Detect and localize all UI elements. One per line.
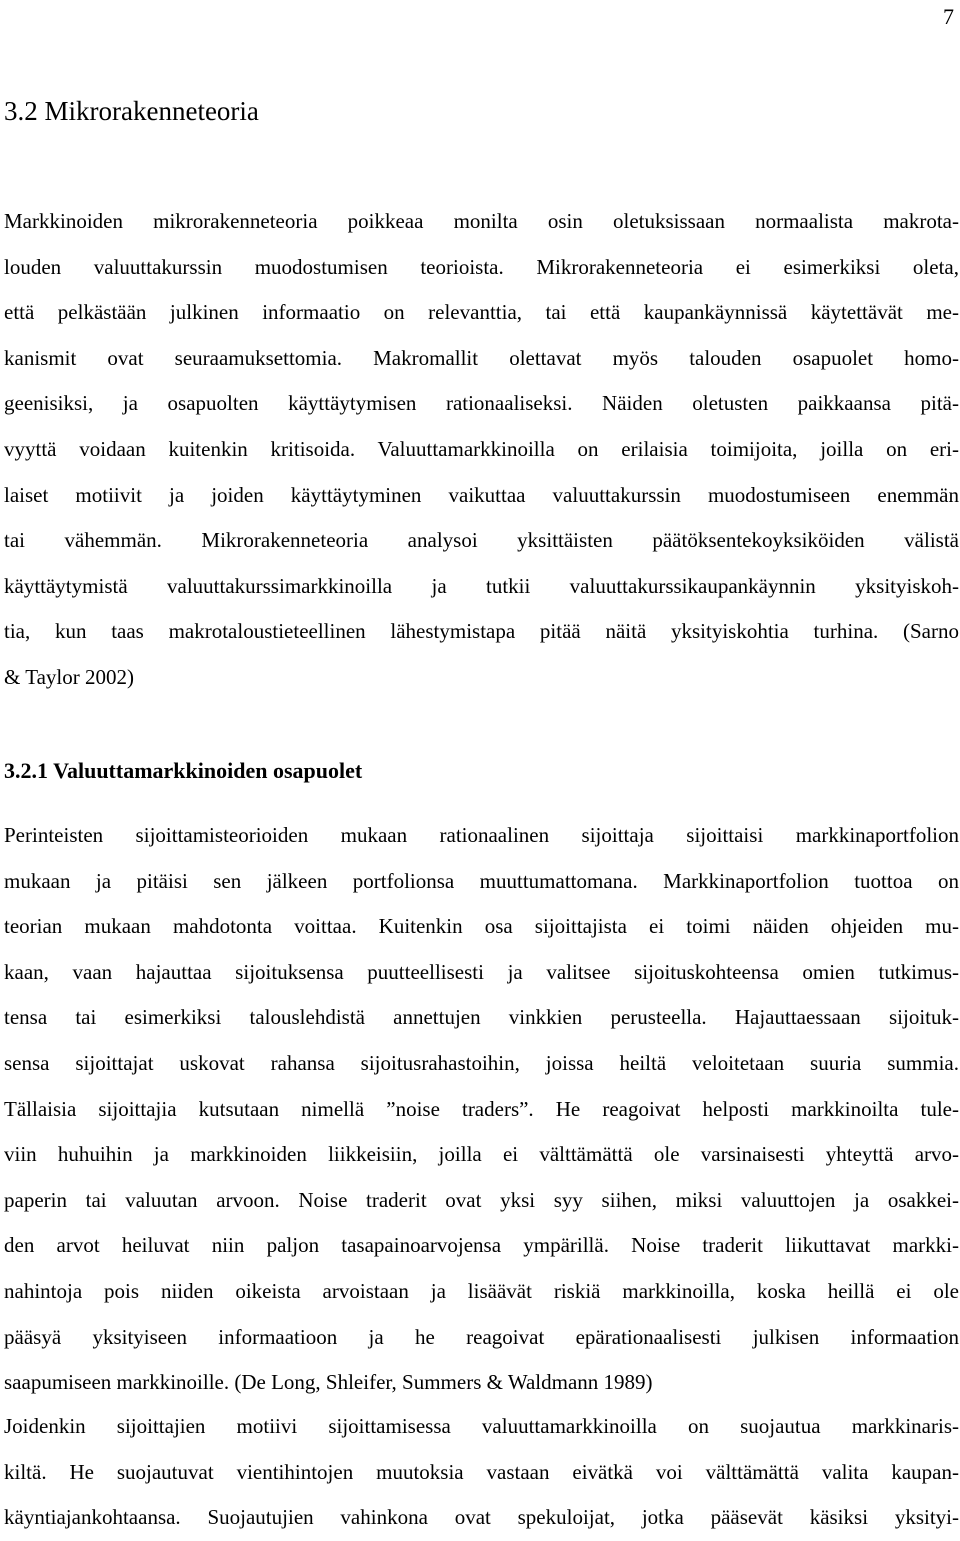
section-heading: 3.2 Mikrorakenneteoria bbox=[4, 96, 259, 126]
paragraph-intro bbox=[4, 199, 959, 701]
text-line: vyyttä voidaan kuitenkin kritisoida. Valuuttamarkkinoilla on erilaisia toimijoita, joilla on eri- bbox=[4, 436, 959, 461]
text-line: Markkinoiden mikrorakenneteoria poikkeaa monilta osin oletuksissaan normaalista makrota- bbox=[4, 209, 959, 233]
text-line: paperin tai valuutan arvoon. Noise traderit ovat yksi syy siihen, miksi valuuttojen ja osakkei- bbox=[4, 1187, 959, 1212]
text-line: laiset motiivit ja joiden käyttäytyminen vaikuttaa valuuttakurssin muodostumiseen enemmän bbox=[4, 482, 959, 507]
page-number: 7 bbox=[943, 4, 954, 29]
text-line: teorian mukaan mahdotonta voittaa. Kuitenkin osa sijoittajista ei toimi näiden ohjeiden mu- bbox=[4, 914, 959, 939]
text-line: käyntiajankohtaansa. Suojautujien vahinkona ovat spekuloijat, jotka pääsevät käsiksi yksityi- bbox=[4, 1505, 959, 1530]
text-line: pääsyä yksityiseen informaatioon ja he reagoivat epärationaalisesti julkisen informaation bbox=[4, 1324, 959, 1349]
text-line: kaan, vaan hajauttaa sijoituksensa puutteellisesti ja valitsee sijoituskohteensa omien tutkimus- bbox=[4, 959, 959, 984]
text-line: Perinteisten sijoittamisteorioiden mukaan rationaalinen sijoittaja sijoittaisi markkinaportfolion bbox=[4, 823, 959, 847]
subsection-heading: 3.2.1 Valuuttamarkkinoiden osapuolet bbox=[4, 758, 363, 783]
text-line: että pelkästään julkinen informaatio on relevanttia, tai että kaupankäynnissä käytettävät me- bbox=[4, 300, 959, 325]
paragraph-market-participants bbox=[4, 813, 959, 1406]
text-line: saapumiseen markkinoille. (De Long, Shleifer, Summers & Waldmann 1989) bbox=[4, 1370, 653, 1395]
text-line: Joidenkin sijoittajien motiivi sijoittamisessa valuuttamarkkinoilla on suojautua markkinaris- bbox=[4, 1414, 959, 1438]
text-line: tai vähemmän. Mikrorakenneteoria analysoi yksittäisten päätöksentekoyksiköiden välistä bbox=[4, 528, 959, 553]
text-line: Tällaisia sijoittajia kutsutaan nimellä ”noise traders”. He reagoivat helposti markkinoilta tule- bbox=[4, 1096, 959, 1121]
text-line: sensa sijoittajat uskovat rahansa sijoitusrahastoihin, joissa heiltä veloitetaan suuria summia. bbox=[4, 1050, 959, 1075]
paragraph-hedgers bbox=[4, 1404, 959, 1541]
text-line: viin huhuihin ja markkinoiden liikkeisiin, joilla ei välttämättä ole varsinaisesti yhteyttä arvo- bbox=[4, 1142, 959, 1167]
text-line: nahintoja pois niiden oikeista arvoistaan ja lisäävät riskiä markkinoilla, koska heillä ei ole bbox=[4, 1278, 959, 1303]
text-line: mukaan ja pitäisi sen jälkeen portfolionsa muuttumattomana. Markkinaportfolion tuottoa on bbox=[4, 868, 959, 893]
text-line: käyttäytymistä valuuttakurssimarkkinoilla ja tutkii valuuttakurssikaupankäynnin yksityiskoh- bbox=[4, 573, 959, 598]
text-line: geenisiksi, ja osapuolten käyttäytymisen rationaaliseksi. Näiden oletusten paikkaansa pitä- bbox=[4, 391, 959, 416]
text-line: louden valuuttakurssin muodostumisen teorioista. Mikrorakenneteoria ei esimerkiksi oleta, bbox=[4, 254, 959, 279]
text-line: tia, kun taas makrotaloustieteellinen lähestymistapa pitää näitä yksityiskohtia turhina. (Sarno bbox=[4, 619, 959, 644]
text-line: kanismit ovat seuraamuksettomia. Makromallit olettavat myös talouden osapuolet homo- bbox=[4, 345, 959, 370]
text-line: & Taylor 2002) bbox=[4, 664, 134, 689]
text-line: den arvot heiluvat niin paljon tasapainoarvojensa ympärillä. Noise traderit liikuttavat markki- bbox=[4, 1233, 959, 1258]
text-line: tensa tai esimerkiksi talouslehdistä annettujen vinkkien perusteella. Hajauttaessaan sijoituk- bbox=[4, 1005, 959, 1030]
text-line: kiltä. He suojautuvat vientihintojen muutoksia vastaan eivätkä voi välttämättä valita kaupan- bbox=[4, 1459, 959, 1484]
